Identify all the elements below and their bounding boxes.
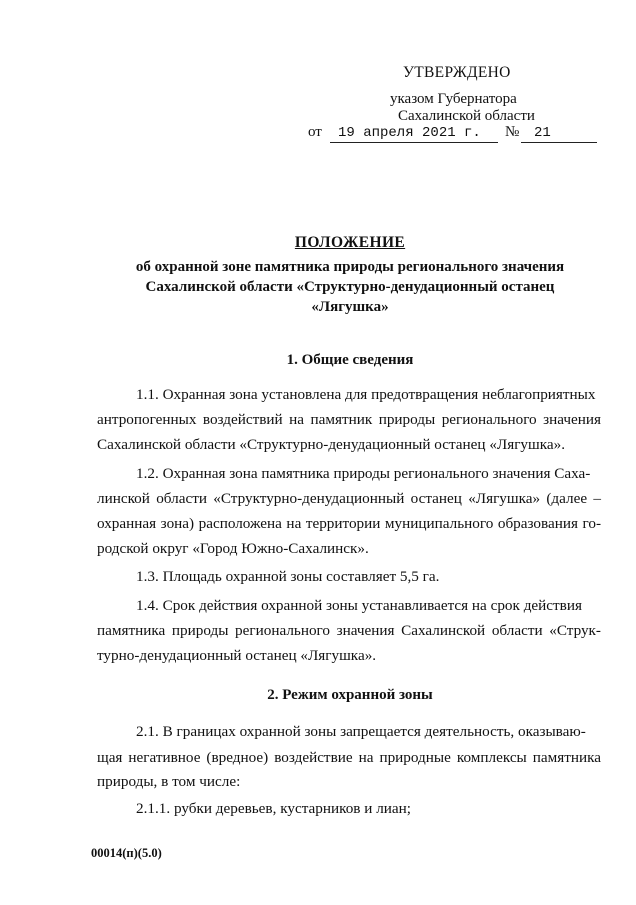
paragraph-line: охранная зона) расположена на территории муниципального образования го-	[97, 515, 601, 532]
paragraph-line: природы, в том числе:	[97, 773, 241, 790]
approval-stamp-title: УТВЕРЖДЕНО	[403, 64, 511, 81]
number-underline	[521, 142, 597, 143]
document-subtitle-line: об охранной зоне памятника природы регионального значения	[135, 259, 565, 275]
decree-number: 21	[534, 125, 551, 141]
paragraph-line: 2.1. В границах охранной зоны запрещается деятельность, оказываю-	[136, 723, 586, 740]
paragraph-line: щая негативное (вредное) воздействие на природные комплексы памятника	[97, 749, 601, 766]
approval-region: Сахалинской области	[398, 108, 535, 124]
approval-date: 19 апреля 2021 г.	[338, 125, 481, 141]
paragraph-line: 1.1. Охранная зона установлена для предотвращения неблагоприятных	[136, 386, 596, 403]
document-subtitle-line: Сахалинской области «Структурно-денудационный останец	[145, 279, 555, 295]
paragraph-line: 1.3. Площадь охранной зоны составляет 5,5 га.	[136, 568, 440, 585]
approval-by-decree: указом Губернатора	[390, 91, 517, 107]
paragraph-line: линской области «Структурно-денудационный останец «Лягушка» (далее –	[97, 490, 601, 507]
section-heading-general: 1. Общие сведения	[286, 352, 414, 368]
number-sign: №	[505, 124, 520, 140]
document-form-code: 00014(п)(5.0)	[91, 846, 162, 860]
paragraph-line: 2.1.1. рубки деревьев, кустарников и лиан;	[136, 800, 411, 817]
paragraph-line: турно-денудационный останец «Лягушка».	[97, 647, 377, 664]
date-underline	[330, 142, 498, 143]
date-prefix: от	[308, 124, 322, 140]
section-heading-regime: 2. Режим охранной зоны	[267, 687, 433, 703]
document-subtitle-line: «Лягушка»	[311, 299, 389, 315]
paragraph-line: родской округ «Город Южно-Сахалинск».	[97, 540, 369, 557]
document-title: ПОЛОЖЕНИЕ	[294, 234, 406, 251]
paragraph-line: памятника природы регионального значения Сахалинской области «Струк-	[97, 622, 601, 639]
paragraph-line: Сахалинской области «Структурно-денудационный останец «Лягушка».	[97, 436, 565, 453]
paragraph-line: антропогенных воздействий на памятник природы регионального значения	[97, 411, 601, 428]
paragraph-line: 1.2. Охранная зона памятника природы регионального значения Саха-	[136, 465, 591, 482]
paragraph-line: 1.4. Срок действия охранной зоны устанавливается на срок действия	[136, 597, 582, 614]
approval-date-row	[308, 124, 608, 146]
